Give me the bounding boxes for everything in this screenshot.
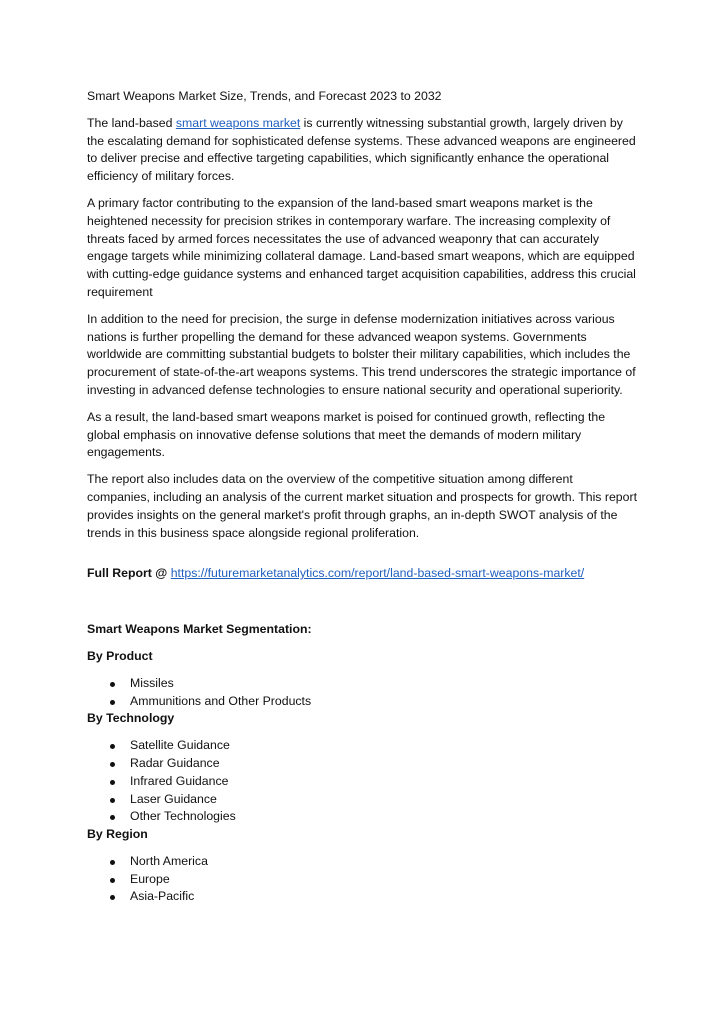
list-item-label: Asia-Pacific xyxy=(130,889,195,904)
bullet-icon xyxy=(110,682,115,687)
list-item xyxy=(87,675,639,693)
list-item xyxy=(87,888,639,906)
full-report-link[interactable]: https://futuremarketanalytics.com/report/land-based-smart-weapons-market/ xyxy=(170,566,585,581)
bullet-icon xyxy=(110,895,115,900)
list-item-label: Laser Guidance xyxy=(130,791,217,806)
bullet-icon xyxy=(110,762,115,767)
product-list xyxy=(87,675,639,711)
intro-paragraph xyxy=(87,115,639,186)
bullet-icon xyxy=(110,878,115,883)
smart-weapons-market-link[interactable]: smart weapons market xyxy=(175,115,301,130)
group-heading-region: By Region xyxy=(87,827,148,842)
list-item-label: Other Technologies xyxy=(130,809,236,824)
bullet-icon xyxy=(110,860,115,865)
document-title: Smart Weapons Market Size, Trends, and Forecast 2023 to 2032 xyxy=(87,89,442,103)
intro-text-before-link: The land-based xyxy=(87,115,176,130)
list-item xyxy=(87,871,639,889)
document-body xyxy=(87,88,639,906)
bullet-icon xyxy=(110,744,115,749)
technology-list xyxy=(87,737,639,826)
segmentation-heading: Smart Weapons Market Segmentation: xyxy=(87,622,312,637)
list-item xyxy=(87,755,639,773)
paragraph-report-overview: The report also includes data on the overview of the competitive situation among different companies, including an analysis of the current market situation and prospects for growth. This report provides insights on the general market's profit through graphs, an in-depth SWOT analysis of the trends in this business space alongside regional proliferation. xyxy=(87,472,637,540)
bullet-icon xyxy=(110,815,115,820)
list-item xyxy=(87,808,639,826)
full-report-label: Full Report @ xyxy=(87,566,171,581)
bullet-icon xyxy=(110,780,115,785)
region-list xyxy=(87,853,639,906)
paragraph-continued-growth: As a result, the land-based smart weapons market is poised for continued growth, reflecting the global emphasis on innovative defense solutions that meet the demands of modern military engagements. xyxy=(87,409,606,460)
list-item-label: Infrared Guidance xyxy=(130,773,229,788)
list-item-label: Satellite Guidance xyxy=(130,738,230,753)
group-heading-technology: By Technology xyxy=(87,711,175,726)
bullet-icon xyxy=(110,700,115,705)
full-report-line xyxy=(87,565,639,583)
list-item-label: Europe xyxy=(130,871,170,886)
intro-text-after-link: is currently witnessing substantial growth, largely driven by the escalating demand for sophisticated defense systems. These advanced weapons are engineered to deliver precise and effective targeting capabilities, which significantly enhance the operational efficiency of military forces. xyxy=(87,115,636,184)
list-item-label: Missiles xyxy=(130,675,174,690)
paragraph-defense-modernization: In addition to the need for precision, the surge in defense modernization initiatives across various nations is further propelling the demand for these advanced weapon systems. Governments worldwide are committing substantial budgets to bolster their military capabilities, which includes the procurement of state-of-the-art weapons systems. This trend underscores the strategic importance of investing in advanced defense technologies to ensure national security and operational superiority. xyxy=(87,311,636,397)
list-item xyxy=(87,853,639,871)
group-heading-product: By Product xyxy=(87,648,153,663)
paragraph-precision-strikes: A primary factor contributing to the expansion of the land-based smart weapons market is the heightened necessity for precision strikes in contemporary warfare. The increasing complexity of threats faced by armed forces necessitates the use of advanced weaponry that can accurately engage targets while minimizing collateral damage. Land-based smart weapons, which are equipped with cutting-edge guidance systems and enhanced target acquisition capabilities, address this crucial requirement xyxy=(87,195,636,299)
list-item xyxy=(87,773,639,791)
list-item-label: Ammunitions and Other Products xyxy=(130,693,312,708)
bullet-icon xyxy=(110,798,115,803)
list-item xyxy=(87,693,639,711)
list-item-label: Radar Guidance xyxy=(130,755,220,770)
list-item-label: North America xyxy=(130,853,208,868)
list-item xyxy=(87,737,639,755)
list-item xyxy=(87,791,639,809)
